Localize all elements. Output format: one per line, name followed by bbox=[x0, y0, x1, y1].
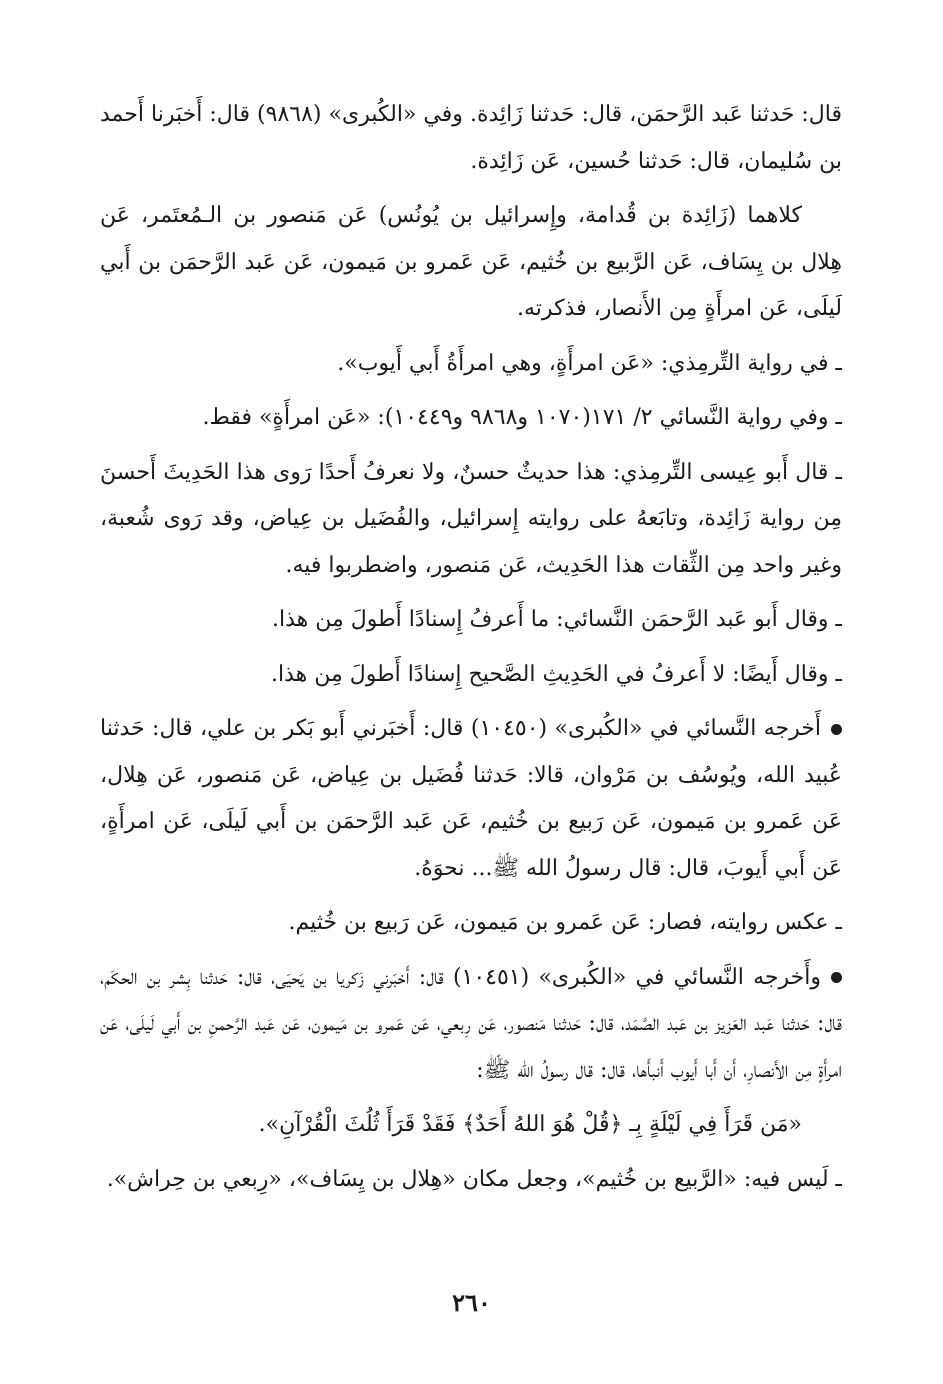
paragraph: ـ في رواية التِّرمِذي: «عَن امرأَةٍ، وهي امرأَةُ أَبي أَيوب». bbox=[337, 350, 842, 376]
paragraph: ـ عكس روايته، فصار: عَن عَمرو بن مَيمون، عَن رَبيع بن خُثيم. bbox=[288, 910, 842, 935]
page-number: ٢٦٠ bbox=[452, 1288, 491, 1317]
hadith-quote: «مَن قَرَأَ فِي لَيْلَةٍ بِـ ﴿قُلْ هُوَ اللهُ أَحَدٌ﴾ فَقَدْ قَرَأَ ثُلُثَ الْقُرْآنِ». bbox=[258, 1112, 802, 1137]
paragraph-text: أَخرجه النَّسائي في «الكُبرى» (١٠٤٥٠) قال: أَخبَرني أَبو بَكر بن علي، قال: حَدثنا عُبيد الله، ويُوسُف بن مَرْوان، قالا: حَدثنا فُضَيل بن عِياض، عَن مَنصور، عَن هِلال، عَن عَمرو بن مَيمون، عَن رَبيع بن خُثيم، عَن عَبد الرَّحمَن بن أَبي لَيلَى، عَن امرأَةٍ، عَن أَبي أَيوبَ، قال: قال رسولُ الله ﷺ... نحوَهُ. bbox=[100, 716, 842, 881]
paragraph: كلاهما (زَائِدة بن قُدامة، وإِسرائيل بن يُونُس) عَن مَنصور بن الـمُعتَمر، عَن هِلال بن يِسَاف، عَن الرَّبيع بن خُثيم، عَن عَمرو بن مَيمون، عَن عَبد الرَّحمَن بن أَبي لَيلَى، عَن امرأَةٍ مِن الأَنصار، فذكرته. bbox=[100, 203, 842, 321]
bullet-icon bbox=[831, 972, 842, 983]
paragraph: ـ قال أَبو عِيسى التِّرمِذي: هذا حديثٌ حسنٌ، ولا نعرفُ أَحدًا رَوى هذا الحَدِيثَ أَحسنَ مِن رواية زَائِدة، وتابَعهُ على روايته إِسرائيل، والفُضَيل بن عِياض، وقد رَوى شُعبة، وغير واحد مِن الثِّقات هذا الحَدِيث، عَن مَنصور، واضطربوا فيه. bbox=[100, 459, 842, 578]
paragraph: ـ لَيس فيه: «الرَّبيع بن خُثيم»، وجعل مكان «هِلال بن يِسَاف»، «رِبعي بن حِراش». bbox=[106, 1166, 842, 1192]
paragraph-text: وأَخرجه النَّسائي في «الكُبرى» (١٠٤٥١) قال: أَخبَرني زَكريا بن يَحيَى، قال: حَدثنا بِشر بن الحكَم، قال: حَدثنا عَبد العَزيز بن عَبد الصَّمَد، قال: حَدثنا مَنصور، عَن رِبعي، عَن عَمرو بن مَيمون، عَن عَبد الرَّحمنِ بن أَبي لَيلَى، عَن امرأَةٍ مِن الأَنصارِ، أَن أَبا أَيوب أَنبأَها، قال: قال رسولُ الله ﷺ: bbox=[100, 964, 842, 1083]
page-body bbox=[100, 92, 842, 1211]
paragraph: قال: حَدثنا عَبد الرَّحمَن، قال: حَدثنا زَائِدة. وفي «الكُبرى» (٩٨٦٨) قال: أَخبَرنا أَحمد بن سُليمان، قال: حَدثنا حُسين، عَن زَائِدة. bbox=[100, 102, 842, 174]
bullet-paragraph bbox=[100, 955, 842, 1095]
bullet-icon bbox=[831, 724, 842, 735]
paragraph: ـ وفي رواية النَّسائي ٢/ ١٧١(١٠٧٠ و٩٨٦٨ و١٠٤٤٩): «عَن امرأَةٍ» فقط. bbox=[202, 405, 842, 430]
bullet-paragraph bbox=[100, 706, 842, 892]
paragraph: ـ وقال أَيضًا: لا أَعرفُ في الحَدِيثِ الصَّحيح إِسنادًا أَطولَ مِن هذا. bbox=[271, 661, 842, 687]
paragraph: ـ وقال أَبو عَبد الرَّحمَن النَّسائي: ما أَعرفُ إِسنادًا أَطولَ مِن هذا. bbox=[271, 607, 842, 632]
